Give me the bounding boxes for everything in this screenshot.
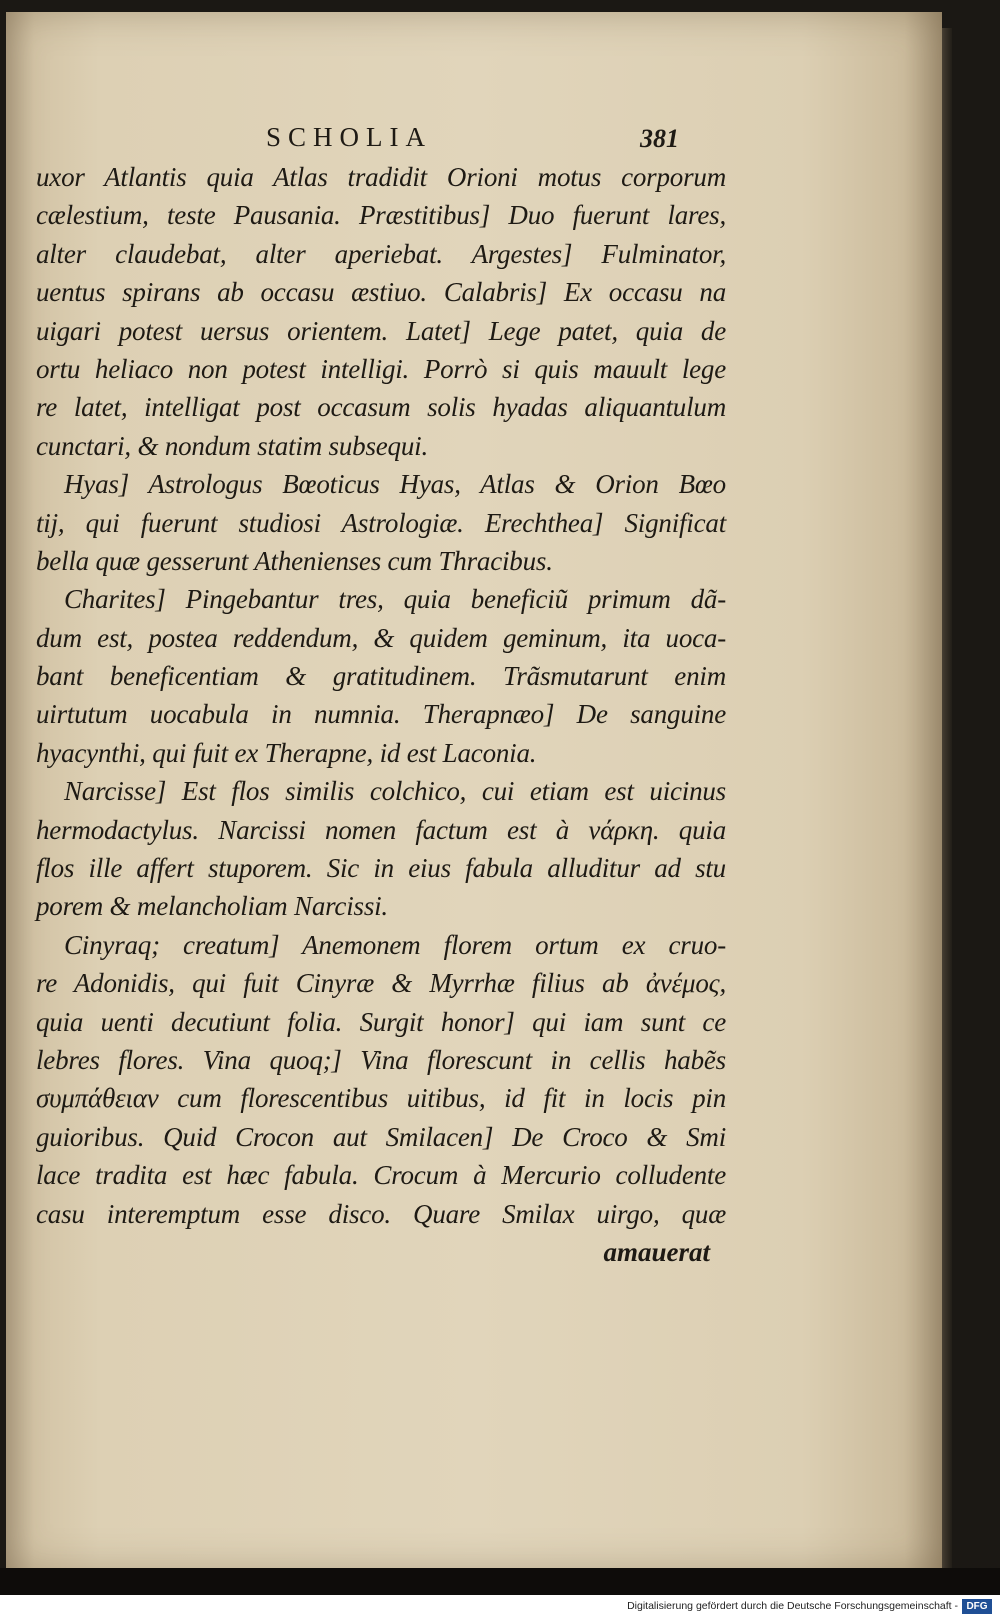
text-line: cunctari, & nondum statim subsequi. bbox=[36, 430, 428, 461]
text-line: hyacynthi, qui fuit ex Therapne, id est Laconia. bbox=[36, 737, 537, 768]
page-number: 381 bbox=[640, 124, 679, 153]
text-line: guioribus. Quid Crocon aut Smilacen] De Croco & Smi bbox=[36, 1121, 726, 1152]
text-line: Narcisse] Est flos similis colchico, cui etiam est uicinus bbox=[64, 776, 726, 807]
text-line: cælestium, teste Pausania. Præstitibus] Duo fuerunt lares, bbox=[36, 200, 726, 231]
text-line: casu interemptum esse disco. Quare Smilax uirgo, quæ bbox=[36, 1198, 726, 1229]
text-line: uxor Atlantis quia Atlas tradidit Orioni motus corporum bbox=[36, 162, 726, 192]
scan-bottom-band bbox=[0, 1568, 1000, 1595]
text-line: lebres flores. Vina quoq;] Vina florescunt in cellis habẽs bbox=[36, 1044, 726, 1075]
text-line: quia uenti decutiunt folia. Surgit honor] qui iam sunt ce bbox=[36, 1006, 726, 1037]
text-lines bbox=[36, 158, 726, 1233]
text-line: Hyas] Astrologus Bœoticus Hyas, Atlas & Orion Bœo bbox=[64, 469, 726, 500]
text-line: ortu heliaco non potest intelligi. Porrò si quis mauult lege bbox=[36, 353, 726, 384]
text-line: flos ille affert stuporem. Sic in eius fabula alluditur ad stu bbox=[36, 853, 726, 884]
page-header bbox=[36, 118, 726, 158]
funding-credit: Digitalisierung gefördert durch die Deutsche Forschungsgemeinschaft - bbox=[627, 1600, 958, 1612]
text-line: porem & melancholiam Narcissi. bbox=[36, 891, 388, 922]
text-line: lace tradita est hæc fabula. Crocum à Mercurio colludente bbox=[36, 1160, 726, 1191]
text-line: re latet, intelligat post occasum solis hyadas aliquantulum bbox=[36, 392, 726, 423]
text-line: bella quæ gesserunt Athenienses cum Thracibus. bbox=[36, 545, 553, 576]
text-line: συμπάθειαν cum florescentibus uitibus, id fit in locis pin bbox=[36, 1083, 726, 1114]
footer-bar bbox=[0, 1595, 1000, 1620]
catchword: amauerat bbox=[603, 1236, 710, 1267]
text-line: uentus spirans ab occasu æstiuo. Calabris] Ex occasu na bbox=[36, 277, 726, 308]
text-line: uirtutum uocabula in numnia. Therapnæo] De sanguine bbox=[36, 699, 726, 730]
text-line: Cinyraq; creatum] Anemonem florem ortum ex cruo- bbox=[64, 929, 726, 960]
text-line: bant beneficentiam & gratitudinem. Trãsmutarunt enim bbox=[36, 661, 726, 692]
text-line: tij, qui fuerunt studiosi Astrologiæ. Erechthea] Significat bbox=[36, 507, 726, 538]
text-line: re Adonidis, qui fuit Cinyræ & Myrrhæ filius ab ἀνέμος, bbox=[36, 968, 726, 999]
running-head: SCHOLIA bbox=[266, 122, 433, 152]
text-line: hermodactylus. Narcissi nomen factum est à νάρκη. quia bbox=[36, 814, 726, 845]
text-line: alter claudebat, alter aperiebat. Argestes] Fulminator, bbox=[36, 238, 726, 269]
dfg-logo: DFG bbox=[962, 1599, 992, 1614]
text-line: dum est, postea reddendum, & quidem geminum, ita uoca- bbox=[36, 622, 726, 653]
text-line: Charites] Pingebantur tres, quia beneficiũ primum dã- bbox=[64, 584, 726, 615]
text-line: uigari potest uersus orientem. Latet] Lege patet, quia de bbox=[36, 315, 726, 346]
text-block bbox=[36, 118, 726, 1271]
